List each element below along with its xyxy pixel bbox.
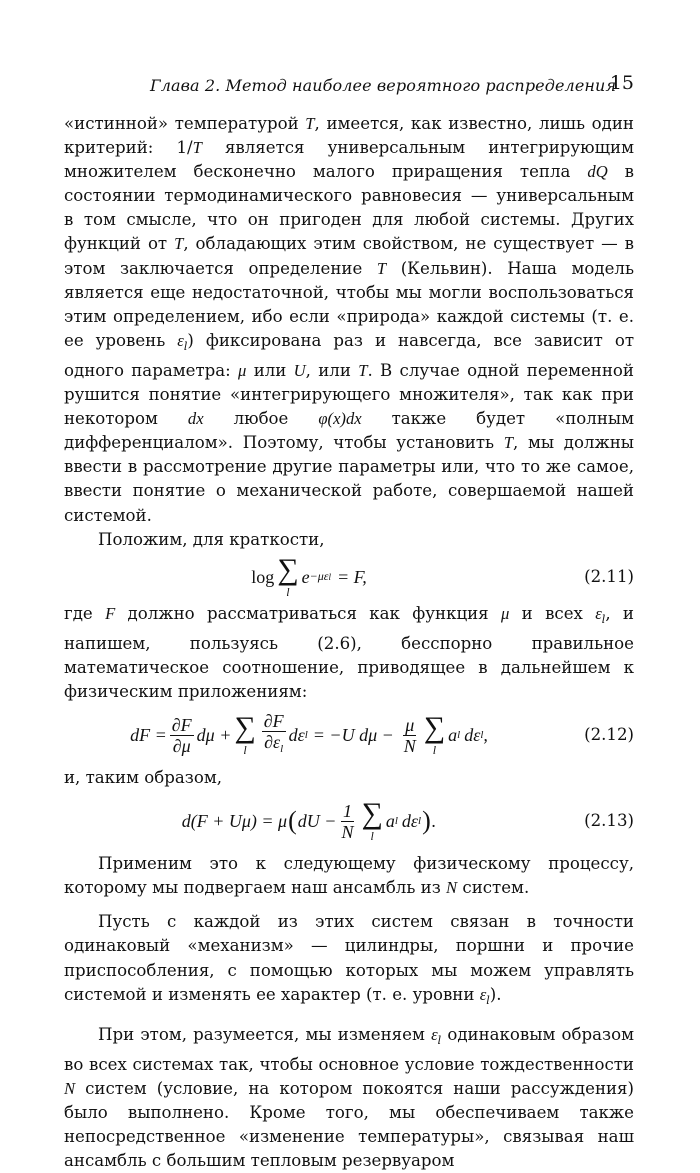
running-header [96, 72, 634, 100]
equation-number: (2.11) [584, 566, 634, 586]
chapter-title: Глава 2. Метод наиболее вероятного распределения [150, 76, 617, 95]
paragraph: Применим это к следующему физическому процессу, которому мы подвергаем наш ансамбль из N систем. [64, 854, 634, 898]
paragraph: «истинной» температурой T, имеется, как известно, лишь один критерий: 1/T является универсальным интегрирующим множителем бесконечно малого приращения тепла dQ в состоянии термодинамического равновесия — универсальным в том смысле, что он пригоден для любой системы. Других функций от T, обладающих этим свойством, не существует — в этом заключается определение T (Кельвин). Наша модель является еще недостаточной, чтобы мы могли воспользоваться этим определением, ибо если «природа» каждой системы (т. е. ее уровень $\varepsilon_l$) фиксирована раз и навсегда, все зависит от одного параметра: μ или U, или T. В случае одной переменной рушится понятие «интегрирующего множителя», так как при некотором dx любое φ(x)dx также будет «полным дифференциалом». Поэтому, чтобы установить T, мы должны ввести в рассмотрение другие параметры или, что то же самое, ввести понятие о механической работе, совершаемой нашей системой. [64, 114, 635, 525]
paragraph: и, таким образом, [64, 768, 223, 788]
paragraph: При этом, разумеется, мы изменяем $\varepsilon_l$ одинаковым образом во всех системах так, чтобы основное условие тождественности N систем (условие, на котором покоятся наши рассуждения) было выполнено. Кроме того, мы обеспечиваем также непосредственное «изменение температуры», связывая наш ансамбль с большим тепловым резервуаром [64, 1024, 635, 1171]
paragraph: Пусть с каждой из этих систем связан в точности одинаковый «механизм» — цилиндры, поршни и прочие приспособления, с помощью которых мы можем управлять системой и изменять ее характер (т. е. уровни $\varepsilon_l$). [64, 912, 634, 1007]
equation-2-11: log ∑ l e −μεl = F, (2.11) [251, 552, 634, 599]
paragraph: Положим, для краткости, [98, 529, 325, 549]
page-body [64, 112, 634, 1173]
paragraph: где F должно рассматриваться как функция μ и всех $\varepsilon_l$, и напишем, пользуясь (2.6), бесспорно правильное математическое соотношение, приводящее в дальнейшем к физическим приложениям: [64, 603, 634, 701]
page-number: 15 [609, 72, 634, 94]
equation-number: (2.12) [584, 725, 634, 745]
equation-number: (2.13) [584, 811, 634, 831]
equation-2-13: d(F + Uμ) = μ ( dU − $\frac{1}{N}$ ∑ l a l dε l ) . (2.13) [181, 797, 634, 844]
equation-2-12: dF = $\frac{\partial F}{\partial\mu}$ dμ + ∑ l $\frac{\partial F}{\partial\varepsilon_l}$ dε l = −U dμ − $\frac{\mu}{N}$ ∑ l a l dε l , (2.12) [130, 711, 634, 758]
